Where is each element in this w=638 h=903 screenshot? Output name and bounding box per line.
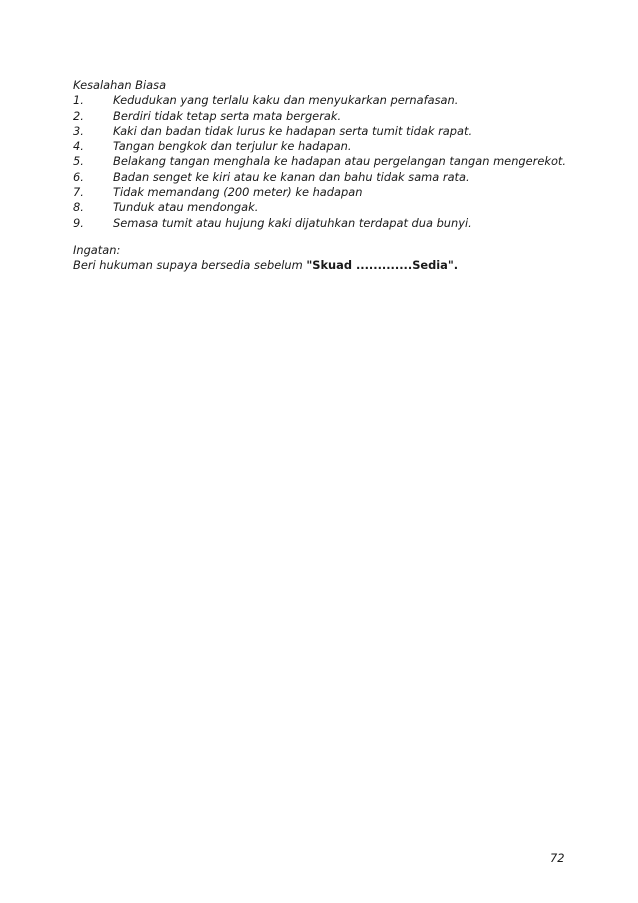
reminder-command: "Skuad .............Sedia".	[306, 258, 459, 273]
list-item-number: 9.	[73, 215, 84, 230]
list-item-text: Kedudukan yang terlalu kaku dan menyukarkan pernafasan.	[113, 93, 459, 108]
list-item-text: Tunduk atau mendongak.	[113, 200, 259, 215]
list-item	[73, 200, 573, 215]
list-item-text: Berdiri tidak tetap serta mata bergerak.	[113, 108, 342, 123]
section-heading: Kesalahan Biasa	[73, 78, 167, 92]
page-content	[73, 78, 573, 274]
list-item-number: 3.	[73, 123, 84, 138]
list-item-text: Tidak memandang (200 meter) ke hadapan	[113, 185, 363, 200]
paragraph-spacer	[73, 231, 573, 243]
list-item	[73, 216, 573, 231]
reminder-body: Beri hukuman supaya bersedia sebelum	[73, 258, 307, 273]
reminder-text	[73, 258, 573, 273]
list-item-number: 5.	[73, 154, 84, 169]
list-item	[73, 109, 573, 124]
common-mistakes-list	[73, 93, 573, 231]
list-item	[73, 185, 573, 200]
list-item-number: 8.	[73, 200, 84, 215]
list-item-text: Kaki dan badan tidak lurus ke hadapan serta tumit tidak rapat.	[113, 123, 473, 138]
list-item-text: Belakang tangan menghala ke hadapan atau pergelangan tangan mengerekot.	[113, 154, 566, 169]
list-item-number: 1.	[73, 93, 84, 108]
list-item-text: Semasa tumit atau hujung kaki dijatuhkan terdapat dua bunyi.	[113, 215, 472, 230]
list-item-text: Tangan bengkok dan terjulur ke hadapan.	[113, 139, 352, 154]
list-item-number: 6.	[73, 169, 84, 184]
list-item-text: Badan senget ke kiri atau ke kanan dan bahu tidak sama rata.	[113, 169, 470, 184]
reminder-label: Ingatan:	[73, 242, 121, 257]
list-item-number: 4.	[73, 139, 84, 154]
list-item	[73, 124, 573, 139]
list-item-number: 2.	[73, 108, 84, 123]
page-number: 72	[550, 851, 565, 865]
list-item	[73, 154, 573, 169]
list-item	[73, 139, 573, 154]
list-item-number: 7.	[73, 185, 84, 200]
list-item	[73, 93, 573, 108]
list-item	[73, 170, 573, 185]
